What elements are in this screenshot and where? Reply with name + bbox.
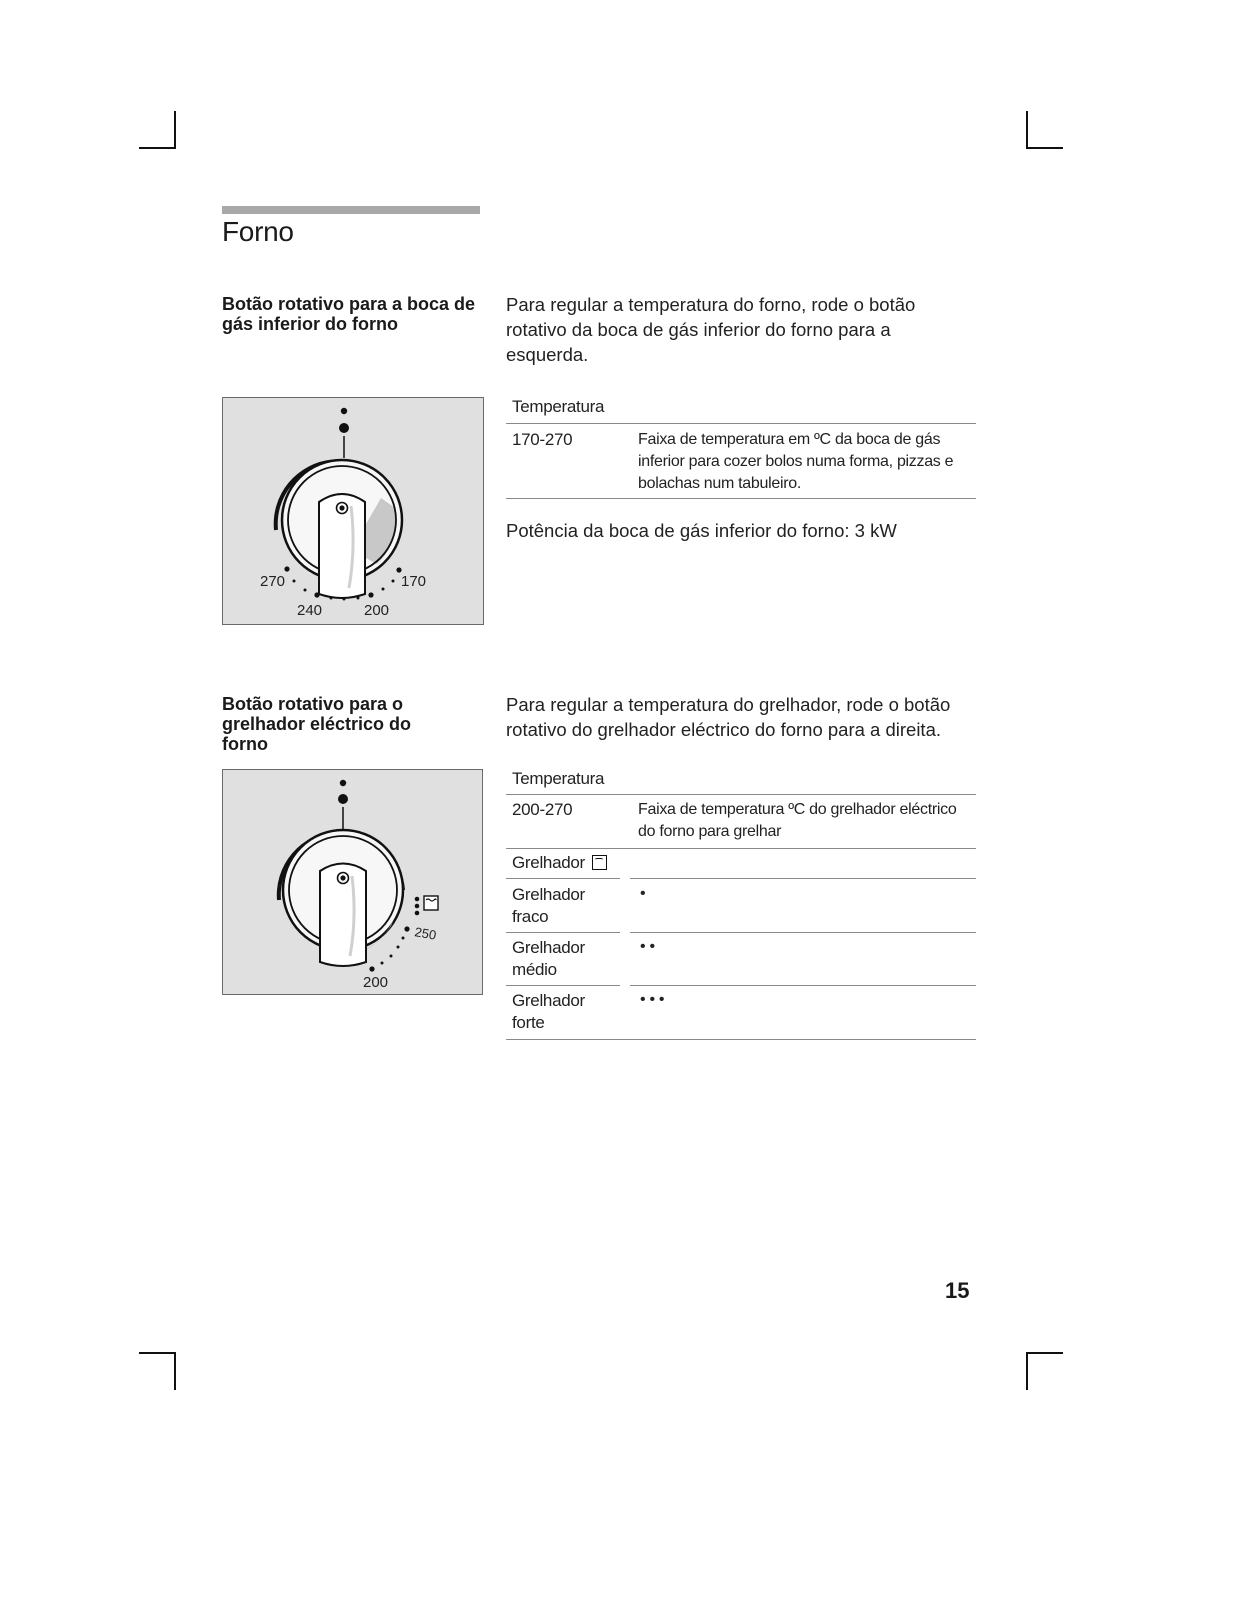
section-bar	[222, 206, 480, 214]
table-cell-description: • • •	[640, 991, 665, 1008]
table-cell-description: Faixa de temperatura em ºC da boca de gás inferior para cozer bolos numa forma, pizzas e bolachas num tabuleiro.	[638, 431, 954, 492]
table-cell-description: Faixa de temperatura ºC do grelhador eléctrico do forno para grelhar	[638, 801, 957, 840]
table-cell-label: Grelhador forte	[512, 991, 585, 1032]
table-rule	[506, 423, 976, 424]
table-rule	[506, 848, 976, 849]
gas-oven-dial-figure	[222, 397, 484, 625]
table-rule	[630, 932, 976, 933]
table-cell-label: Grelhador fraco	[512, 885, 585, 926]
page-title: Forno	[222, 216, 294, 247]
section2-paragraph: Para regular a temperatura do grelhador, rode o botão rotativo do grelhador eléctrico do forno para a direita.	[506, 694, 951, 740]
table-rule	[630, 985, 976, 986]
dial-label-250: 250	[413, 924, 438, 943]
table-rule	[630, 878, 976, 879]
dial-label-200: 200	[363, 974, 389, 991]
crop-mark-bottom-right-h	[1026, 1352, 1063, 1354]
grill-dial-figure	[222, 769, 483, 995]
table-header: Temperatura	[512, 769, 605, 788]
dial-label-270: 270	[260, 573, 286, 590]
table-rule	[506, 794, 976, 795]
table-rule	[506, 878, 620, 879]
crop-mark-bottom-right-v	[1026, 1352, 1028, 1390]
crop-mark-top-left-v	[174, 111, 176, 149]
crop-mark-top-right-v	[1026, 111, 1028, 149]
table-rule	[506, 498, 976, 499]
grill-dial-illustration	[223, 770, 482, 994]
power-note: Potência da boca de gás inferior do forno: 3 kW	[506, 520, 897, 541]
crop-mark-top-left-h	[139, 147, 176, 149]
dial-label-240: 240	[297, 602, 323, 619]
crop-mark-bottom-left-h	[139, 1352, 176, 1354]
table-cell-description: • •	[640, 938, 655, 955]
table-cell-label: Grelhador médio	[512, 938, 585, 979]
table-cell-description: •	[640, 885, 646, 902]
grill-icon	[592, 855, 607, 870]
table-header: Temperatura	[512, 397, 605, 416]
table-rule	[506, 1039, 976, 1040]
table-cell-label: 200-270	[512, 800, 573, 819]
section1-heading: Botão rotativo para a boca de gás inferior do forno	[222, 294, 476, 334]
grill-symbol-icon	[424, 896, 438, 910]
crop-mark-bottom-left-v	[174, 1352, 176, 1390]
table-rule	[506, 932, 620, 933]
crop-mark-top-right-h	[1026, 147, 1063, 149]
dial-label-170: 170	[401, 573, 427, 590]
dial-label-200: 200	[364, 602, 390, 619]
table-rule	[506, 985, 620, 986]
table-cell-label	[512, 853, 607, 873]
table-cell-label: 170-270	[512, 430, 573, 449]
gas-oven-dial-illustration	[223, 398, 483, 624]
grill-label-text: Grelhador	[512, 853, 585, 872]
section1-paragraph: Para regular a temperatura do forno, rode o botão rotativo da boca de gás inferior do forno para a esquerda.	[506, 294, 916, 365]
section2-heading: Botão rotativo para o grelhador eléctrico do forno	[222, 694, 412, 754]
page-number: 15	[945, 1278, 970, 1303]
